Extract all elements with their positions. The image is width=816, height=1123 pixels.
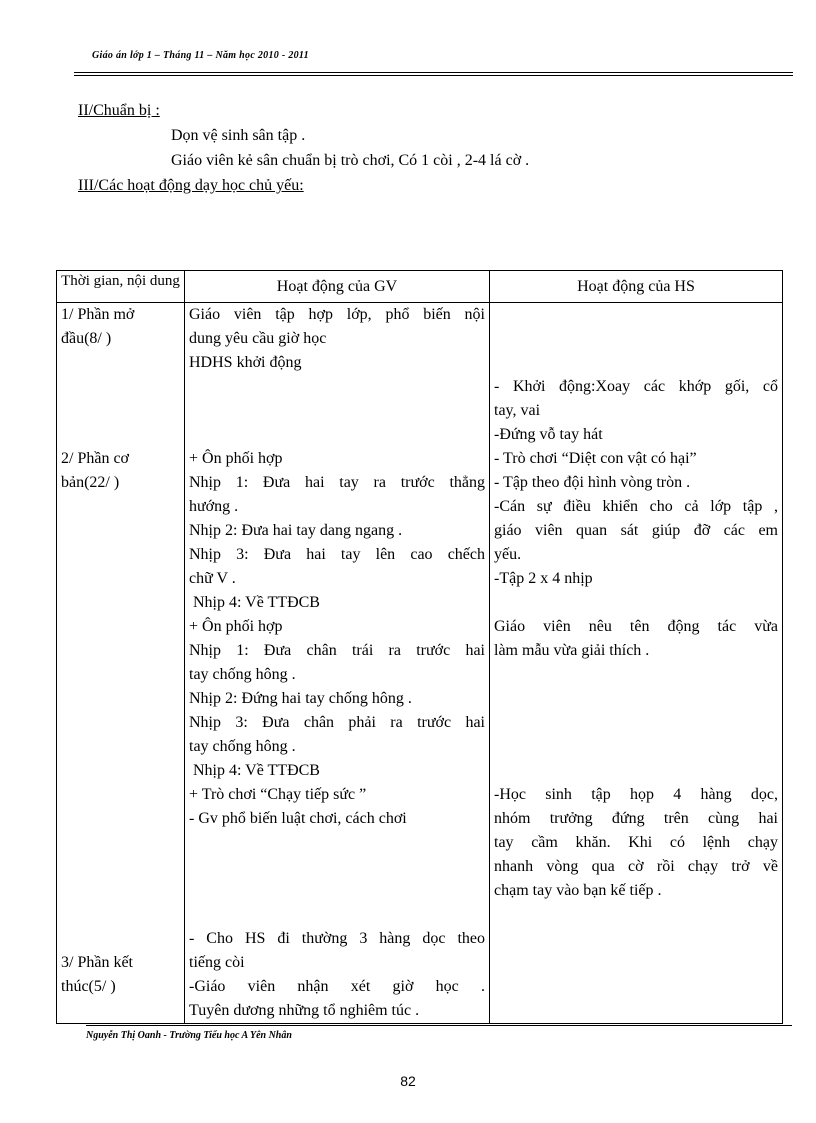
time-cell [57, 303, 185, 1024]
header-gv: Hoạt động của GV [185, 271, 490, 303]
hs-line: làm mẫu vừa giải thích . [494, 642, 650, 659]
part-title: 2/ Phần cơ [61, 450, 130, 467]
footer-rule [86, 1025, 792, 1026]
hs-cell [490, 303, 783, 1024]
hs-line: Giáo viên nêu tên động tác vừa [494, 618, 778, 635]
page-footer: Nguyễn Thị Oanh - Trường Tiểu học A Yên Nhân [86, 1030, 292, 1041]
prep-line-1: Dọn vệ sinh sân tập . [171, 127, 306, 144]
gv-line: tiếng còi [189, 954, 245, 971]
gv-line: Tuyên dương những tổ nghiêm túc . [189, 1002, 420, 1019]
gv-line: -Giáo viên nhận xét giờ học . [189, 978, 485, 995]
part-duration: bản(22/ ) [61, 474, 120, 491]
gv-cell [185, 303, 490, 1024]
hs-line: yếu. [494, 546, 522, 563]
part-duration: đầu(8/ ) [61, 330, 112, 347]
hs-line: -Học sinh tập họp 4 hàng dọc, [494, 786, 778, 803]
section-3-heading: III/Các hoạt động dạy học chủ yếu: [78, 177, 304, 194]
gv-line: Nhịp 1: Đưa hai tay ra trước thẳng [189, 474, 485, 491]
gv-line: + Ôn phối hợp [189, 450, 283, 467]
gv-line: - Gv phổ biến luật chơi, cách chơi [189, 810, 407, 827]
gv-line: Nhịp 4: Về TTĐCB [189, 762, 320, 779]
gv-line: tay chống hông . [189, 738, 296, 755]
hs-line: -Đứng vỗ tay hát [494, 426, 603, 443]
gv-line: Giáo viên tập hợp lớp, phổ biến nội [189, 306, 485, 323]
gv-line: - Cho HS đi thường 3 hàng dọc theo [189, 930, 485, 947]
page-header: Giáo án lớp 1 – Tháng 11 – Năm học 2010 - 2011 [92, 50, 309, 61]
gv-line: + Ôn phối hợp [189, 618, 283, 635]
section-2-heading: II/Chuẩn bị : [78, 102, 160, 119]
table-row [57, 303, 783, 1024]
header-hs: Hoạt động của HS [490, 271, 783, 303]
hs-line: - Tập theo đội hình vòng tròn . [494, 474, 691, 491]
hs-line: tay, vai [494, 402, 541, 419]
hs-line: tay cầm khăn. Khi có lệnh chạy [494, 834, 778, 851]
page-number: 82 [400, 1073, 416, 1089]
hs-line: -Cán sự điều khiển cho cả lớp tập , [494, 498, 778, 515]
hs-line: -Tập 2 x 4 nhịp [494, 570, 593, 587]
hs-line: chạm tay vào bạn kế tiếp . [494, 882, 662, 899]
header-rule-2 [74, 75, 793, 76]
hs-line: nhóm trưởng đứng trên cùng hai [494, 810, 778, 827]
hs-line: giáo viên quan sát giúp đỡ các em [494, 522, 778, 539]
header-time: Thời gian, nội dung [57, 271, 185, 303]
hs-line: nhanh vòng qua cờ rồi chạy trở về [494, 858, 778, 875]
header-rule [74, 72, 793, 73]
gv-line: Nhịp 1: Đưa chân trái ra trước hai [189, 642, 485, 659]
gv-line: hướng . [189, 498, 239, 515]
gv-line: chữ V . [189, 570, 236, 587]
hs-line: - Trò chơi “Diệt con vật có hại” [494, 450, 697, 467]
gv-line: Nhịp 3: Đưa hai tay lên cao chếch [189, 546, 485, 563]
activity-table [56, 270, 783, 1024]
gv-line: HDHS khởi động [189, 354, 302, 371]
table-header-row [57, 271, 783, 303]
part-title: 3/ Phần kết [61, 954, 133, 971]
part-duration: thúc(5/ ) [61, 978, 116, 995]
hs-line: - Khởi động:Xoay các khớp gối, cổ [494, 378, 778, 395]
prep-line-2: Giáo viên kẻ sân chuẩn bị trò chơi, Có 1 còi , 2-4 lá cờ . [171, 152, 530, 169]
gv-line: Nhịp 2: Đưa hai tay dang ngang . [189, 522, 403, 539]
gv-line: dung yêu cầu giờ học [189, 330, 327, 347]
gv-line: tay chống hông . [189, 666, 296, 683]
part-title: 1/ Phần mở [61, 306, 135, 323]
gv-line: Nhịp 2: Đứng hai tay chống hông . [189, 690, 412, 707]
gv-line: Nhịp 4: Về TTĐCB [189, 594, 320, 611]
gv-line: + Trò chơi “Chạy tiếp sức ” [189, 786, 367, 803]
gv-line: Nhịp 3: Đưa chân phải ra trước hai [189, 714, 485, 731]
